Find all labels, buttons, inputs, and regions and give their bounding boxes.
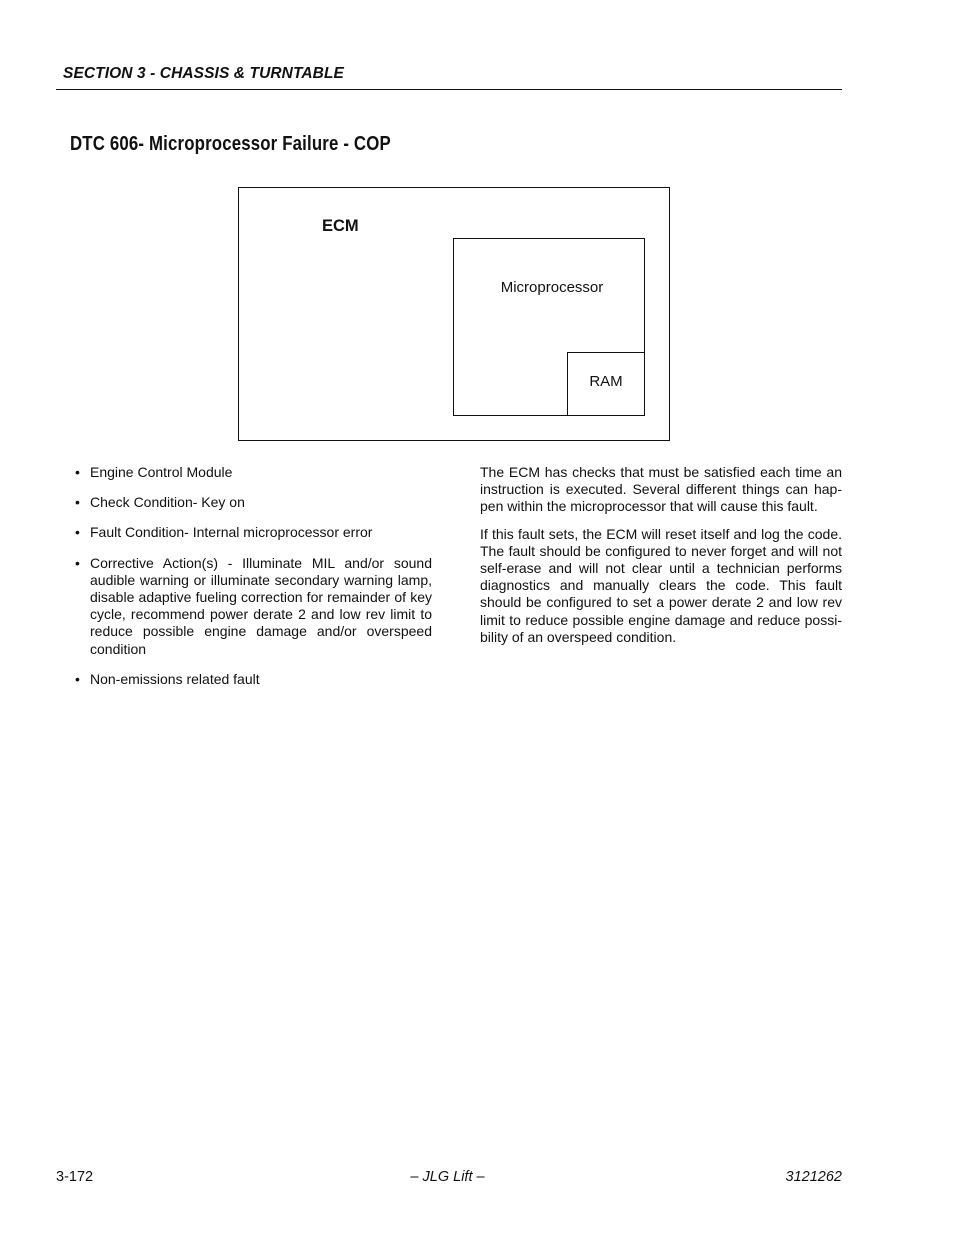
footer-publisher: – JLG Lift –	[410, 1169, 485, 1185]
ecm-label: ECM	[322, 217, 359, 235]
page-title: DTC 606- Microprocessor Failure - COP	[70, 133, 391, 155]
list-item	[75, 555, 432, 658]
header-divider	[56, 89, 842, 90]
section-header-title: SECTION 3 - CHASSIS & TURNTABLE	[63, 65, 344, 82]
fault-details-list	[75, 464, 432, 701]
document-number: 3121262	[785, 1169, 842, 1185]
list-item-text: Engine Control Module	[90, 464, 233, 480]
ecm-diagram	[238, 187, 670, 441]
list-item	[75, 671, 432, 688]
bullet-icon: •	[75, 494, 80, 511]
page-number: 3-172	[56, 1169, 94, 1185]
list-item	[75, 494, 432, 511]
microprocessor-box	[453, 238, 645, 416]
bullet-icon: •	[75, 464, 80, 480]
ram-box	[567, 352, 644, 415]
list-item-text: Fault Condition- Internal microprocessor error	[90, 524, 373, 541]
list-item	[75, 524, 432, 541]
list-item-text: Corrective Action(s) - Illuminate MIL and/or sound audible warning or illuminate secondary warning lamp, disable adaptive fueling correction for remainder of key cycle, recommend power derate 2 and low rev limit to reduce possible engine damage and/or overspeed condition	[90, 554, 432, 657]
description-column	[480, 464, 842, 656]
bullet-icon: •	[75, 670, 80, 687]
ram-label: RAM	[589, 373, 623, 390]
description-paragraph: The ECM has checks that must be satisfied each time an instruction is executed. Several different things can happen within the microprocessor that will cause this fault.	[480, 464, 842, 515]
list-item	[75, 464, 432, 481]
bullet-icon: •	[75, 554, 80, 571]
bullet-icon: •	[75, 524, 80, 541]
description-paragraph: If this fault sets, the ECM will reset itself and log the code. The fault should be configured to never forget and will not self-erase and will not clear until a technician performs diagnostics and manually clears the code. This fault should be configured to set a power derate 2 and low rev limit to reduce possible engine damage and reduce possibility of an overspeed condition.	[480, 525, 842, 645]
list-item-text: Non-emissions related fault	[90, 670, 260, 687]
microprocessor-label: Microprocessor	[500, 279, 604, 296]
list-item-text: Check Condition- Key on	[90, 494, 245, 511]
